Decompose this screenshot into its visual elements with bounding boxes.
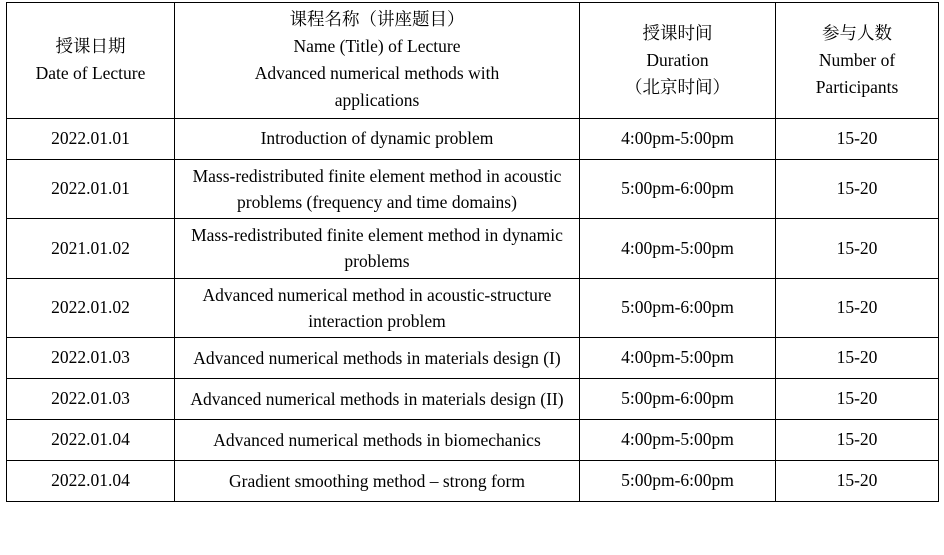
cell-participants: 15-20 [776,420,939,461]
cell-date: 2022.01.02 [7,278,175,338]
column-header-date-en: Date of Lecture [35,63,146,84]
cell-duration: 4:00pm-5:00pm [580,338,776,379]
cell-lecture-name: Mass-redistributed finite element method in acoustic problems (frequency and time domains) [175,159,580,219]
cell-date: 2022.01.04 [7,420,175,461]
table-row [7,420,939,461]
document-page [0,2,944,555]
table-row [7,159,939,219]
cell-duration: 4:00pm-5:00pm [580,118,776,159]
cell-duration: 5:00pm-6:00pm [580,379,776,420]
column-header-name [175,3,580,119]
cell-participants: 15-20 [776,461,939,502]
cell-lecture-name: Mass-redistributed finite element method in dynamic problems [175,219,580,279]
table-row [7,219,939,279]
table-header-row [7,3,939,119]
table-row [7,338,939,379]
cell-duration: 5:00pm-6:00pm [580,278,776,338]
cell-lecture-name: Gradient smoothing method – strong form [175,461,580,502]
column-header-participants-cn: 参与人数 [822,22,892,43]
column-header-duration-cn: 授课时间 [642,22,713,43]
column-header-name-sub2: applications [334,90,420,111]
cell-participants: 15-20 [776,159,939,219]
cell-participants: 15-20 [776,118,939,159]
table-row [7,278,939,338]
column-header-participants-en1: Number of [818,49,896,70]
cell-duration: 4:00pm-5:00pm [580,219,776,279]
column-header-name-sub1: Advanced numerical methods with [254,63,500,84]
column-header-duration-timezone: （北京时间） [625,76,730,97]
cell-date: 2022.01.03 [7,379,175,420]
table-row [7,461,939,502]
cell-participants: 15-20 [776,338,939,379]
column-header-date [7,3,175,119]
table-row [7,379,939,420]
cell-lecture-name: Advanced numerical methods in biomechanics [175,420,580,461]
cell-lecture-name: Introduction of dynamic problem [175,118,580,159]
column-header-participants-en2: Participants [815,76,899,97]
column-header-duration-en: Duration [646,49,709,70]
cell-participants: 15-20 [776,379,939,420]
column-header-name-cn: 课程名称（讲座题目） [289,9,465,29]
cell-date: 2021.01.02 [7,219,175,279]
cell-date: 2022.01.01 [7,118,175,159]
column-header-date-cn: 授课日期 [55,36,126,57]
cell-date: 2022.01.03 [7,338,175,379]
lecture-schedule-table [6,2,939,502]
cell-duration: 5:00pm-6:00pm [580,159,776,219]
cell-lecture-name: Advanced numerical methods in materials design (II) [175,379,580,420]
cell-duration: 4:00pm-5:00pm [580,420,776,461]
column-header-participants [776,3,939,119]
column-header-name-en: Name (Title) of Lecture [293,36,461,57]
table-header [7,3,939,119]
cell-participants: 15-20 [776,278,939,338]
cell-participants: 15-20 [776,219,939,279]
table-body [7,118,939,502]
column-header-duration [580,3,776,119]
cell-duration: 5:00pm-6:00pm [580,461,776,502]
cell-lecture-name: Advanced numerical method in acoustic-structure interaction problem [175,278,580,338]
cell-lecture-name: Advanced numerical methods in materials design (I) [175,338,580,379]
cell-date: 2022.01.04 [7,461,175,502]
table-row [7,118,939,159]
cell-date: 2022.01.01 [7,159,175,219]
